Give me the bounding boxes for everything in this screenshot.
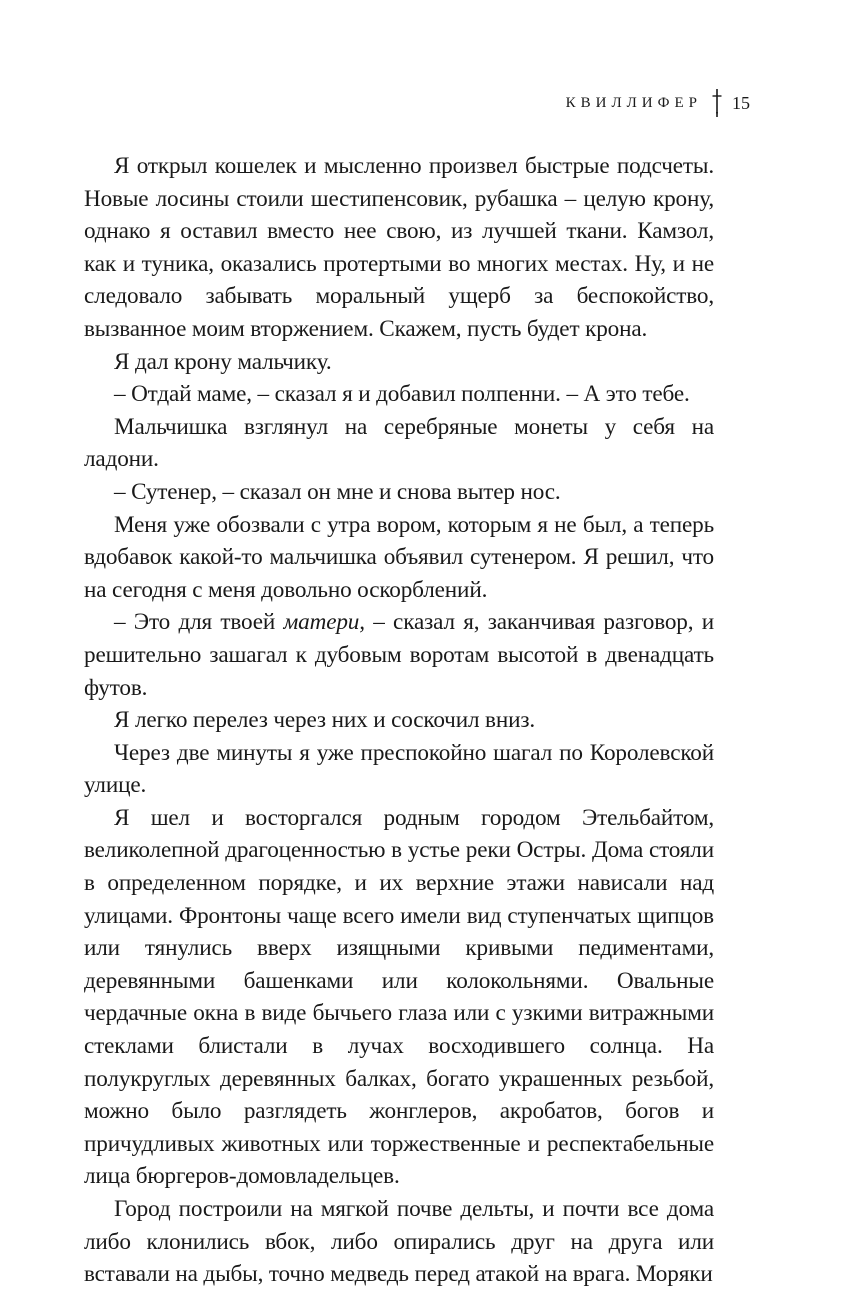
running-title: КВИЛЛИФЕР (565, 94, 702, 111)
emphasized-word: матери, (283, 609, 365, 636)
paragraph-text: – сказал я, заканчивая разговор, и решительно зашагал к дубовым воротам высотой в двенадцать футов. (84, 609, 714, 701)
page-number: 15 (732, 92, 750, 113)
dagger-icon (712, 88, 722, 118)
body-text (84, 150, 714, 1291)
paragraph: Город построили на мягкой почве дельты, и почти все дома либо клонились вбок, либо опирались друг на друга или вставали на дыбы, точно медведь перед атакой на врага. Моряки (84, 1196, 714, 1288)
paragraph: Я дал крону мальчику. (114, 348, 332, 375)
paragraph: Мальчишка взглянул на серебряные монеты у себя на ладони. (84, 413, 714, 473)
paragraph: – Отдай маме, – сказал я и добавил полпенни. – А это тебе. (114, 381, 690, 408)
paragraph: Через две минуты я уже преспокойно шагал по Королевской улице. (84, 739, 714, 799)
paragraph: Я шел и восторгался родным городом Этельбайтом, великолепной драгоценностью в устье реки Остры. Дома стояли в определенном порядке, и их верхние этажи нависали над улицами. Фронтоны чаще всего имели вид ступенчатых щипцов или тянулись вверх изящными кривыми педиментами, деревянными башенками или колокольнями. Овальные чердачные окна в виде бычьего глаза или с узкими витражными стеклами блистали в лучах восходившего солнца. На полукруглых деревянных балках, богато украшенных резьбой, можно было разглядеть жонглеров, акробатов, богов и причудливых животных или торжественные и респектабельные лица бюргеров-домовладельцев. (84, 804, 714, 1190)
running-header (566, 88, 750, 118)
paragraph (84, 606, 714, 704)
paragraph: Меня уже обозвали с утра вором, которым я не был, а теперь вдобавок какой-то мальчишка объявил сутенером. Я решил, что на сегодня с меня довольно оскорблений. (84, 511, 714, 603)
paragraph: Я легко перелез через них и соскочил вниз. (114, 707, 535, 734)
paragraph: – Сутенер, – сказал он мне и снова вытер нос. (114, 478, 561, 505)
paragraph-text: – Это для твоей (114, 609, 284, 636)
paragraph: Я открыл кошелек и мысленно произвел быстрые подсчеты. Новые лосины стоили шестипенсовик, рубашка – целую крону, однако я оставил вместо нее свою, из лучшей ткани. Камзол, как и туника, оказались протертыми во многих местах. Ну, и не следовало забывать моральный ущерб за беспокойство, вызванное моим вторжением. Скажем, пусть будет крона. (84, 153, 714, 342)
